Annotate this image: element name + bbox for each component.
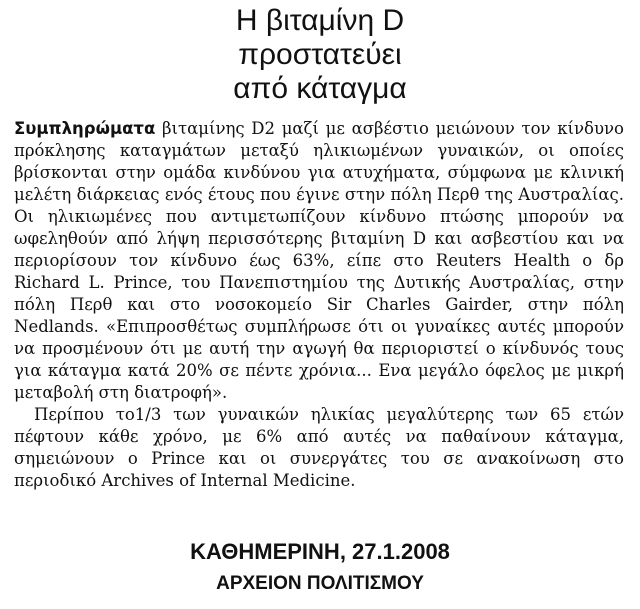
source-archive: ΑΡΧΕΙΟΝ ΠΟΛΙΤΙΣΜΟΥ xyxy=(216,573,424,594)
headline-line-2: προστατεύει xyxy=(238,38,402,71)
article-paragraph-2: Περίπου το1/3 των γυναικών ηλικίας μεγαλύτερης των 65 ετών πέφτουν κάθε χρόνο, με 6% από αυτές να παθαίνουν κάταγμα, σημειώνουν ο Prince και οι συνεργάτες του σε ανακοίνωση στο περιοδικό Archives of Internal Medicine. xyxy=(14,405,624,490)
paragraph-1-text: βιταμίνης D2 μαζί με ασβέστιο μειώνουν τον κίνδυνο πρόκλησης καταγμάτων μεταξύ ηλικιωμένων γυναικών, οι οποίες βρίσκονται στην ομάδα κινδύνου για ατυχήματα, σύμφωνα με κλινική μελέτη διάρκειας ενός έτους που έγινε στην πόλη Περθ της Αυστραλίας. Οι ηλικιωμένες που αντιμετωπίζουν κίνδυνο πτώσης μπορούν να ωφεληθούν από λήψη περισσότερης βιταμίνη D και ασβεστίου και να περιορίσουν τον κίνδυνο έως 63%, είπε στο Reuters Health ο δρ Richard L. Prince, του Πανεπιστημίου της Δυτικής Αυστραλίας, στην πόλη Περθ και στο νοσοκομείο Sir Charles Gairder, στην πόλη Nedlands. «Επιπροσθέτως συμπλήρωσε ότι οι γυναίκες αυτές μπορούν να προσμένουν ότι με αυτή την αγωγή θα περιοριστεί ο κίνδυνός τους για κάταγμα κατά 20% σε πέντε χρόνια... Ενα μεγάλο όφελος με μικρή μεταβολή στη διατροφή». xyxy=(14,119,624,402)
article-headline xyxy=(160,4,480,106)
headline-line-3: από κάταγμα xyxy=(233,72,407,105)
source-publication: ΚΑΘΗΜΕΡΙΝΗ, 27.1.2008 xyxy=(190,539,450,564)
lead-word: Συμπληρώματα xyxy=(14,119,156,138)
article-paragraph-1 xyxy=(14,118,624,404)
article-body xyxy=(14,118,624,492)
headline-line-1: Η βιταμίνη D xyxy=(235,4,405,37)
